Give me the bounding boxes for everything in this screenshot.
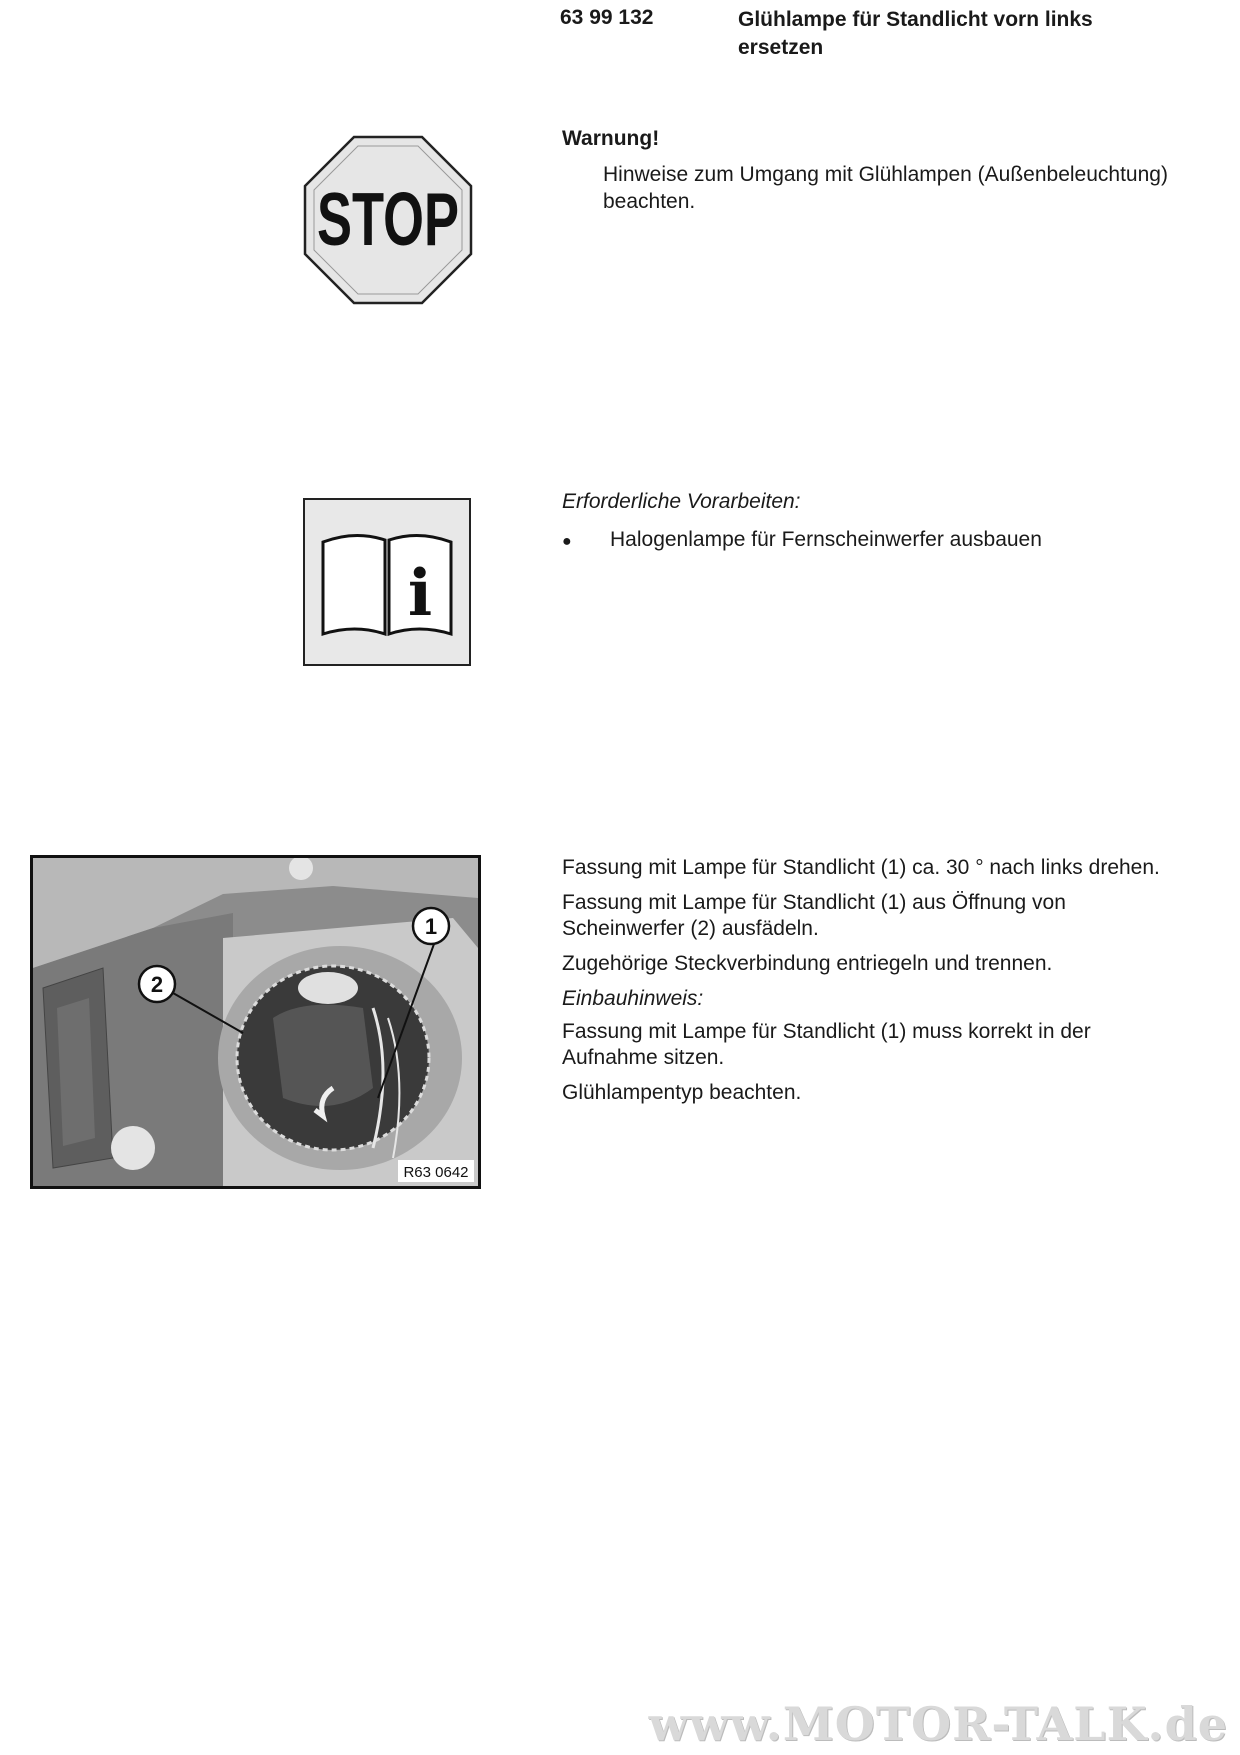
- step-3: Zugehörige Steckverbindung entriegeln und trennen.: [562, 952, 1053, 975]
- document-number: 63 99 132: [560, 6, 654, 29]
- callout-2: 2: [150, 972, 164, 997]
- watermark: www.MOTOR-TALK.de: [648, 1697, 1228, 1751]
- install-note-1: Fassung mit Lampe für Standlicht (1) muss korrekt in der Aufnahme sitzen.: [562, 1020, 1091, 1069]
- install-note-title: Einbauhinweis:: [562, 987, 704, 1010]
- info-book-icon: [303, 498, 471, 666]
- step-2: Fassung mit Lampe für Standlicht (1) aus Öffnung von Scheinwerfer (2) ausfädeln.: [562, 891, 1066, 940]
- stop-sign-icon: [302, 134, 474, 306]
- install-note-2: Glühlampentyp beachten.: [562, 1081, 802, 1104]
- figure-code: R63 0642: [403, 1164, 469, 1181]
- stop-sign-text: STOP: [317, 178, 459, 262]
- warning-title: Warnung!: [562, 127, 660, 150]
- headlight-photo: [30, 855, 481, 1189]
- procedure-steps: [562, 855, 1162, 1115]
- prerequisite-item-text: Halogenlampe für Fernscheinwerfer ausbauen: [610, 528, 1042, 551]
- callout-1: 1: [424, 914, 438, 939]
- info-letter: i: [407, 556, 433, 631]
- step-1: Fassung mit Lampe für Standlicht (1) ca. 30 ° nach links drehen.: [562, 856, 1160, 879]
- bullet-icon: ●: [562, 533, 572, 550]
- warning-text: Hinweise zum Umgang mit Glühlampen (Außenbeleuchtung) beachten.: [603, 163, 1168, 213]
- prerequisites-title: Erforderliche Vorarbeiten:: [562, 490, 801, 513]
- document-title: Glühlampe für Standlicht vorn links ersetzen: [738, 8, 1093, 59]
